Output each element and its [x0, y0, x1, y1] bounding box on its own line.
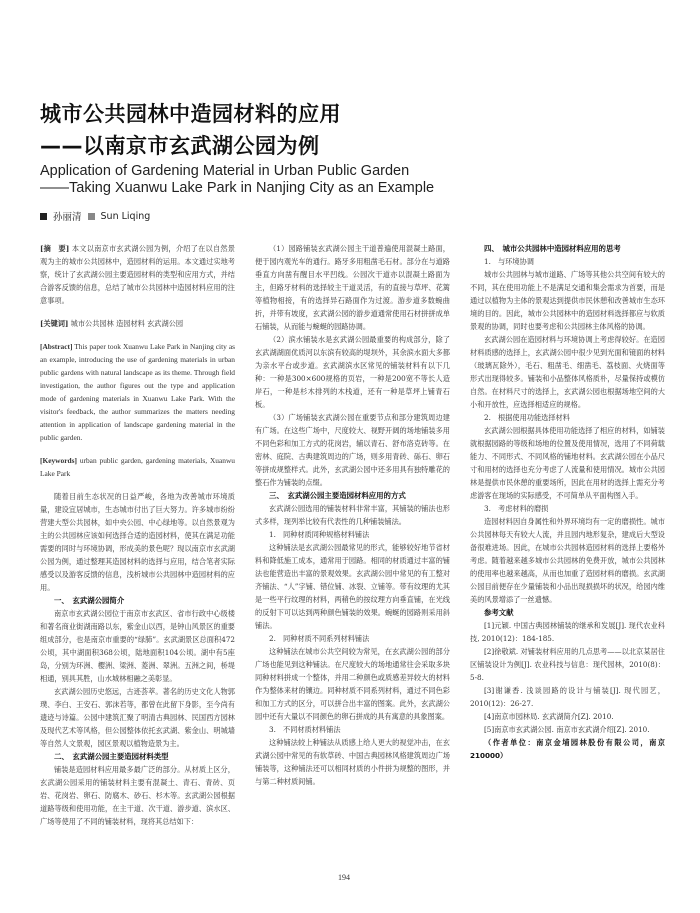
abstract-text: 本文以南京市玄武湖公园为例，介绍了在以自然景观为主的城市公共园林中，造园材料的运用。本文通过实地考察，统计了玄武湖公园主要造园材料的类型和应用方式，并结合游客反馈的信息，总结了城市公共园林中造园材料应用的注意事项。 [40, 244, 235, 305]
body-paragraph: 这种铺法较上种铺法从质感上给人更大的视觉冲击，在玄武湖公园中常见的有软草砖、中国古典园林风格建筑周边广场铺装等，这种铺法还可以相同材质的小件拼为规整的图形，并与第二种材质间铺。 [255, 738, 450, 786]
keywords-en-label: [Keywords] [40, 456, 77, 465]
abstract-en [40, 340, 235, 444]
body-paragraph: 玄武湖公园选用的铺装材料非常丰富，其铺装的铺法也形式多样，现列举比较有代表性的几种铺装铺法。 [255, 504, 450, 526]
body-paragraph: 玄武湖公园根据具体使用功能选择了相应的材料，如铺装就根据园路的等级和场地的位置及使用情况，选用了不同荷载能力、不同形式、不同风格的铺地材料。玄武湖公园在小品尺寸和用材的选择也充分考虑了人流量和使用情况。城市公共园林是提供市民休憩的重要场所，因此在用材的选择上需充分考虑游客在现场的实际感受，不可简单从平面构图入手。 [470, 426, 665, 500]
reference-item: [2]徐敬斌. 对铺装材料应用的几点思考——以北京某居住区铺装设计为例[J]. 农业科技与信息：现代园林，2010(8)：5-8. [470, 647, 665, 682]
abstract-en-label: [Abstract] [40, 342, 73, 351]
reference-item: [1]元颖. 中国古典园林铺装的继承和发展[J]. 现代农业科技, 2010(12)：184-185. [470, 621, 665, 643]
subsection-heading: 3. 不同材质材料铺法 [269, 725, 341, 734]
reference-item: [3]谢谦香. 浅谈园路的设计与铺装[J]. 现代园艺，2010(12)：26-27. [470, 686, 665, 708]
body-paragraph: （1）园路铺装玄武湖公园主干道普遍使用混凝土路面，便于园内观光车的通行。路牙多用粗凿毛石材。部分在与道路垂直方向凿有醒目水平凹线。公园次干道亦以混凝土路面为主，但路牙材料的选择较主干道灵活，有的直接与草坪、花篱等植物相接，有的选择异石路面作为过渡。游步道多数蜿曲折，并带有坡度，玄武湖公园的游步道通常使用石材拼拼成单石铺装，从而能与蜿蜒的园路协调。 [255, 244, 450, 331]
keywords-zh [40, 317, 235, 330]
keywords-text: 城市公共园林 造园材料 玄武湖公园 [70, 319, 184, 328]
column-3 [470, 242, 665, 762]
abstract-label: [摘 要] [40, 244, 70, 253]
keywords-label: [关键词] [40, 319, 69, 328]
page-number: 194 [338, 873, 350, 882]
subsection-heading: 2. 根据使用功能选择材料 [484, 413, 570, 422]
keywords-en [40, 454, 235, 480]
author-name-en: Sun Liqing [100, 210, 151, 222]
body-paragraph: 南京市玄武湖公园位于南京市玄武区、省市行政中心级楼和著名商业街湖南路以东，紫金山以西，是钟山风景区的重要组成部分，也是南京市重要的“绿肺”。玄武湖景区总面积472公顷，其中湖面积368公顷，陆地面积104公顷。湖中有5座岛，分别为环洲、樱洲、梁洲、菱洲、翠洲。五洲之间，桥堤相通，别具其胜，山水城林相融之美彰显。 [40, 609, 235, 683]
body-paragraph: 城市公共园林与城市道路、广场等其他公共空间有较大的不同，其在使用功能上不是满足交通和集会需求为首要，而是通过以植物为主体的景观达到提供市民休憩和改善城市生态环境的目的。因此，城市公共园林中的造园材料选择都应与软质景观的协调，同时也要考虑和公共园林主体风格的协调。 [470, 270, 665, 331]
author-line [40, 209, 150, 223]
section-heading-4: 四、 城市公共园林中造园材料应用的思考 [484, 244, 621, 253]
body-paragraph: 玄武湖公园在造园材料与环境协调上考虑得较好。在造园材料质感的选择上，玄武湖公园中很少见到光面和镜面的材料（玻璃瓦除外），毛石、粗凿毛、细凿毛、荔枝面、火烧面等形式出现得较多。铺装和小品整体风格质朴，尽量保持或模仿自然。在材料尺寸的选择上，玄武湖公园也根据场地空间的大小和开放性，应选择相适应的规格。 [470, 335, 665, 409]
keywords-en-text: urban public garden, gardening materials, Xuanwu Lake Park [40, 456, 235, 478]
page-title: 城市公共园林中造园材料的应用 [40, 102, 341, 126]
subsection-heading: 2. 同种材质不同系列材料铺法 [269, 634, 370, 643]
author-affiliation: （作者单位：南京金埔园林股份有限公司，南京 210000） [470, 738, 665, 760]
references-heading: 参考文献 [484, 608, 514, 617]
body-paragraph: 这种铺法在城市公共空间较为常见，在玄武湖公园的部分广场也能见到这种铺法。在尺度较大的场地通常往会采取多块同种材料拼成一个整体，并用二种颜色或质感差异较大的材料作为整体来材的镶边。同种材质不同系列材料，通过不同色彩和加工方式的区分，可以拼合出丰富的图案。此外，玄武湖公园中还有大量以不同颜色的卵石拼成的具有寓意的具象图案。 [255, 647, 450, 721]
body-paragraph: 玄武湖公园历史悠远，古迹荟萃。著名的历史文化人物郭璞、李白、王安石、郭沫若等，都曾在此留下身影，至今尚有遗迹与诗篇。公园中建筑汇聚了明清古典园林、民国西方园林及现代艺术等风格，但公园整体依托玄武湖、紫金山、明城墙等自然人文景观，园区景观以植物造景为主。 [40, 687, 235, 748]
column-1 [40, 242, 235, 828]
section-heading-3: 三、 玄武湖公园主要造园材料应用的方式 [269, 491, 406, 500]
body-paragraph: 造园材料因自身属性和外界环境均有一定的磨损性。城市公共园林每天有较大人流，并且园内地形复杂，建成后大型设备很难进场。因此，在城市公共园林造园材料的选择上要格外考虑。随着越来越多城市公共园林的免费开放，城市公共园林的使用率也越来越高，从而也加重了造园材料的磨损。玄武湖公园目前便存在少量铺装和小品出现损损坏的状况，给园内维美的风景增添了一丝遗憾。 [470, 517, 665, 604]
reference-item: [4]南京市园林局. 玄武湖简介[Z]. 2010. [484, 712, 614, 721]
subsection-heading: 1. 同种材质同种规格材料铺法 [269, 530, 370, 539]
body-paragraph: （3）广场铺装玄武湖公园在重要节点和部分建筑周边建有广场。在这些广场中，尺度较大、视野开阔的场地铺装多用不同色彩和加工方式的花岗岩，辅以青石、舒布洛克砖等。在密林、庭院、古典建筑周边的广场，则多用青砖、砾石、卵石等拼成规整样式。此外，玄武湖公园中还多用具有独特雕花的整石作为铺装的点缀。 [255, 413, 450, 487]
intro-paragraph: 随着目前生态状况的日益严峻，各地为改善城市环境质量，建设宜居城市，生态城市付出了巨大努力。许多城市纷纷营建大型公共园林，如中央公园、中心绿地等。以自然景观为主的公共园林应该如何选择合适的造园材料，使其在满足功能需要的同时与环境协调，形成美的景色呢？现以南京市玄武湖公园为例，通过整理其造园材料的选择与应用，结合笔者实际感受以及游客反馈的信息，浅析城市公共园林中造园材料的应用。 [40, 492, 235, 592]
body-paragraph: 铺装是造园材料应用最多最广泛的部分。从材质上区分，玄武湖公园采用的铺装材料主要有混凝土、青石、青砖、页岩、花岗岩、卵石、防腐木、砂石、杉木等。玄武湖公园根据道路等级和使用功能，在主干道、次干道、游步道、滨水区、广场等使用了不同的铺装材料，现将其总结如下： [40, 765, 235, 826]
author-name-zh: 孙丽清 [53, 212, 82, 223]
english-title: Application of Gardening Material in Urban Public Garden [40, 163, 410, 179]
english-subtitle: ——Taking Xuanwu Lake Park in Nanjing City as an Example [40, 180, 435, 196]
body-paragraph: （2）滨水铺装水是玄武湖公园最重要的构成部分，除了玄武湖湖面优质河以东滨有较高的堤坝外，其余滨水面大多都为亲水平台或步道。玄武湖滨水区常见的铺装材料有以下几种：一种是300×600规格的页岩，一种是200宽不等长人造岸石，一种是杉木排列的木栈道，还有一种是草坪上铺青石板。 [255, 335, 450, 409]
body-paragraph: 这种铺法是玄武湖公园最常见的形式，能够较好地节省材料和降低施工成本，通常用于园路。相同的材质通过丰富的铺法也能营造出丰富的景观效果。玄武湖公园中常见的有工整对齐铺法、“人”字铺、错位铺、冰裂、立铺等。带有纹理的尤其是一些平行纹理的材料，两稍色的按纹理方向垂直铺，在光线的反射下可以达到两种颜色铺装的效果。蜿蜒的园路则采用斜铺法。 [255, 543, 450, 630]
subsection-heading: 1. 与环境协调 [484, 257, 534, 266]
reference-item: [5]南京市玄武湖公园. 南京市玄武湖介绍[Z]. 2010. [484, 725, 650, 734]
abstract-zh [40, 242, 235, 307]
gray-square-icon [88, 213, 95, 220]
page-subtitle: ——以南京市玄武湖公园为例 [40, 134, 320, 158]
subsection-heading: 3. 考虑材料的磨损 [484, 504, 549, 513]
abstract-en-text: This paper took Xuanwu Lake Park in Nanjing city as an example, introducing the use of gardening materials in urban public gardens with natural landscape as its theme. Through field investigation, the author figures out the type and application mode of gardening materials in Xuanwu Lake Park. With the visitor's feedback, the author summarizes the matters needing attention in application of landscape gardening material in the public garden. [40, 342, 235, 442]
section-heading-2: 二、 玄武湖公园主要造园材料类型 [54, 752, 169, 761]
column-2 [255, 242, 450, 788]
section-heading-1: 一、 玄武湖公园简介 [54, 596, 125, 605]
black-square-icon [40, 213, 47, 220]
